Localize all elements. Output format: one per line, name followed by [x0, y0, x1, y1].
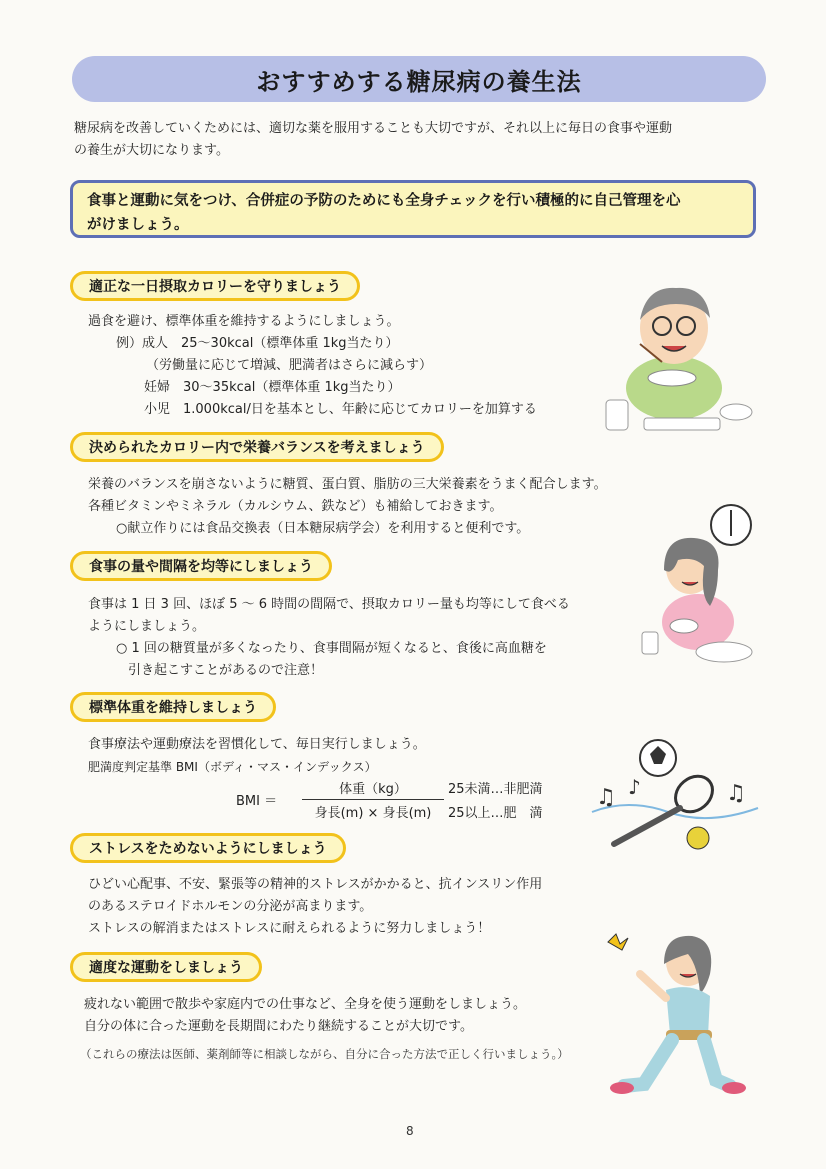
title-bar — [72, 56, 766, 102]
section-title-interval: 食事の量や間隔を均等にしましょう — [70, 551, 332, 581]
section-text: 栄養のバランスを崩さないように糖質、蛋白質、脂肪の三大栄養素をうまく配合します。 — [88, 477, 607, 492]
page-title: おすすめする糖尿病の養生法 — [256, 66, 582, 96]
section-text: 例）成人 25〜30kcal（標準体重 1kg当たり） — [116, 336, 399, 351]
section-text: 肥満度判定基準 BMI（ボディ・マス・インデックス） — [88, 760, 377, 774]
section-text: 小児 1.000kcal/日を基本とし、年齢に応じてカロリーを加算する — [144, 402, 537, 417]
section-text: ○献立作りには食品交換表（日本糖尿病学会）を利用すると便利です。 — [116, 521, 530, 536]
svg-text:♫: ♫ — [596, 785, 616, 810]
intro-line: の養生が大切になります。 — [74, 143, 229, 158]
section-text: 食事は 1 日 3 回、ほぼ 5 〜 6 時間の間隔で、摂取カロリー量も均等にして食べる — [88, 597, 570, 612]
intro-line: 糖尿病を改善していくためには、適切な薬を服用することも大切ですが、それ以上に毎日の食事や運動 — [74, 121, 673, 136]
section-text: 疲れない範囲で散歩や家庭内での仕事など、全身を使う運動をしましょう。 — [84, 997, 527, 1012]
section-title-weight: 標準体重を維持しましょう — [70, 692, 276, 722]
section-text: ひどい心配事、不安、緊張等の精神的ストレスがかかると、抗インスリン作用 — [88, 877, 543, 892]
section-text: 自分の体に合った運動を長期間にわたり継続することが大切です。 — [84, 1019, 473, 1034]
section-text: （労働量に応じて増減、肥満者はさらに減らす） — [146, 358, 433, 373]
section-text: 引き起こすことがあるので注意！ — [128, 663, 324, 678]
highlight-line: 食事と運動に気をつけ、合併症の予防のためにも全身チェックを行い積極的に自己管理を心 — [87, 193, 681, 209]
page-number: 8 — [406, 1124, 414, 1138]
section-text: ようにしましょう。 — [88, 619, 206, 634]
section-text: のあるステロイドホルモンの分泌が高まります。 — [88, 899, 373, 914]
bmi-numerator: 体重（kg） — [339, 782, 407, 797]
bmi-denominator: 身長(m) × 身長(m) — [314, 806, 432, 821]
section-text: ○ 1 回の糖質量が多くなったり、食事間隔が短くなると、食後に高血糖を — [116, 641, 547, 656]
bmi-criteria: 25以上…肥 満 — [448, 806, 543, 821]
woman-walking-icon — [600, 924, 750, 1100]
bmi-formula — [236, 776, 566, 824]
svg-text:♪: ♪ — [628, 775, 641, 799]
woman-eating-icon — [638, 526, 758, 672]
section-title-exercise: 適度な運動をしましょう — [70, 952, 262, 982]
fraction-line — [302, 799, 444, 800]
highlight-line: がけましょう。 — [87, 217, 189, 233]
section-text: 過食を避け、標準体重を維持するようにしましょう。 — [88, 314, 400, 329]
man-eating-icon — [596, 270, 756, 442]
svg-text:♫: ♫ — [726, 781, 746, 806]
intro-text — [74, 118, 724, 162]
section-text: 妊婦 30〜35kcal（標準体重 1kg当たり） — [144, 380, 401, 395]
section-text: ストレスの解消またはストレスに耐えられるように努力しましょう！ — [88, 921, 491, 936]
bmi-label: BMI ＝ — [236, 794, 278, 809]
bmi-criteria: 25未満…非肥満 — [448, 782, 543, 797]
sports-icon — [588, 732, 764, 856]
section-title-stress: ストレスをためないようにしましょう — [70, 833, 346, 863]
section-text: 食事療法や運動療法を習慣化して、毎日実行しましょう。 — [88, 737, 426, 752]
section-text: 各種ビタミンやミネラル（カルシウム、鉄など）も補給しておきます。 — [88, 499, 503, 514]
section-title-balance: 決められたカロリー内で栄養バランスを考えましょう — [70, 432, 444, 462]
disclaimer-note: （これらの療法は医師、薬剤師等に相談しながら、自分に合った方法で正しく行いましょう。） — [80, 1047, 569, 1061]
highlight-box — [70, 180, 756, 238]
section-title-calorie: 適正な一日摂取カロリーを守りましょう — [70, 271, 360, 301]
